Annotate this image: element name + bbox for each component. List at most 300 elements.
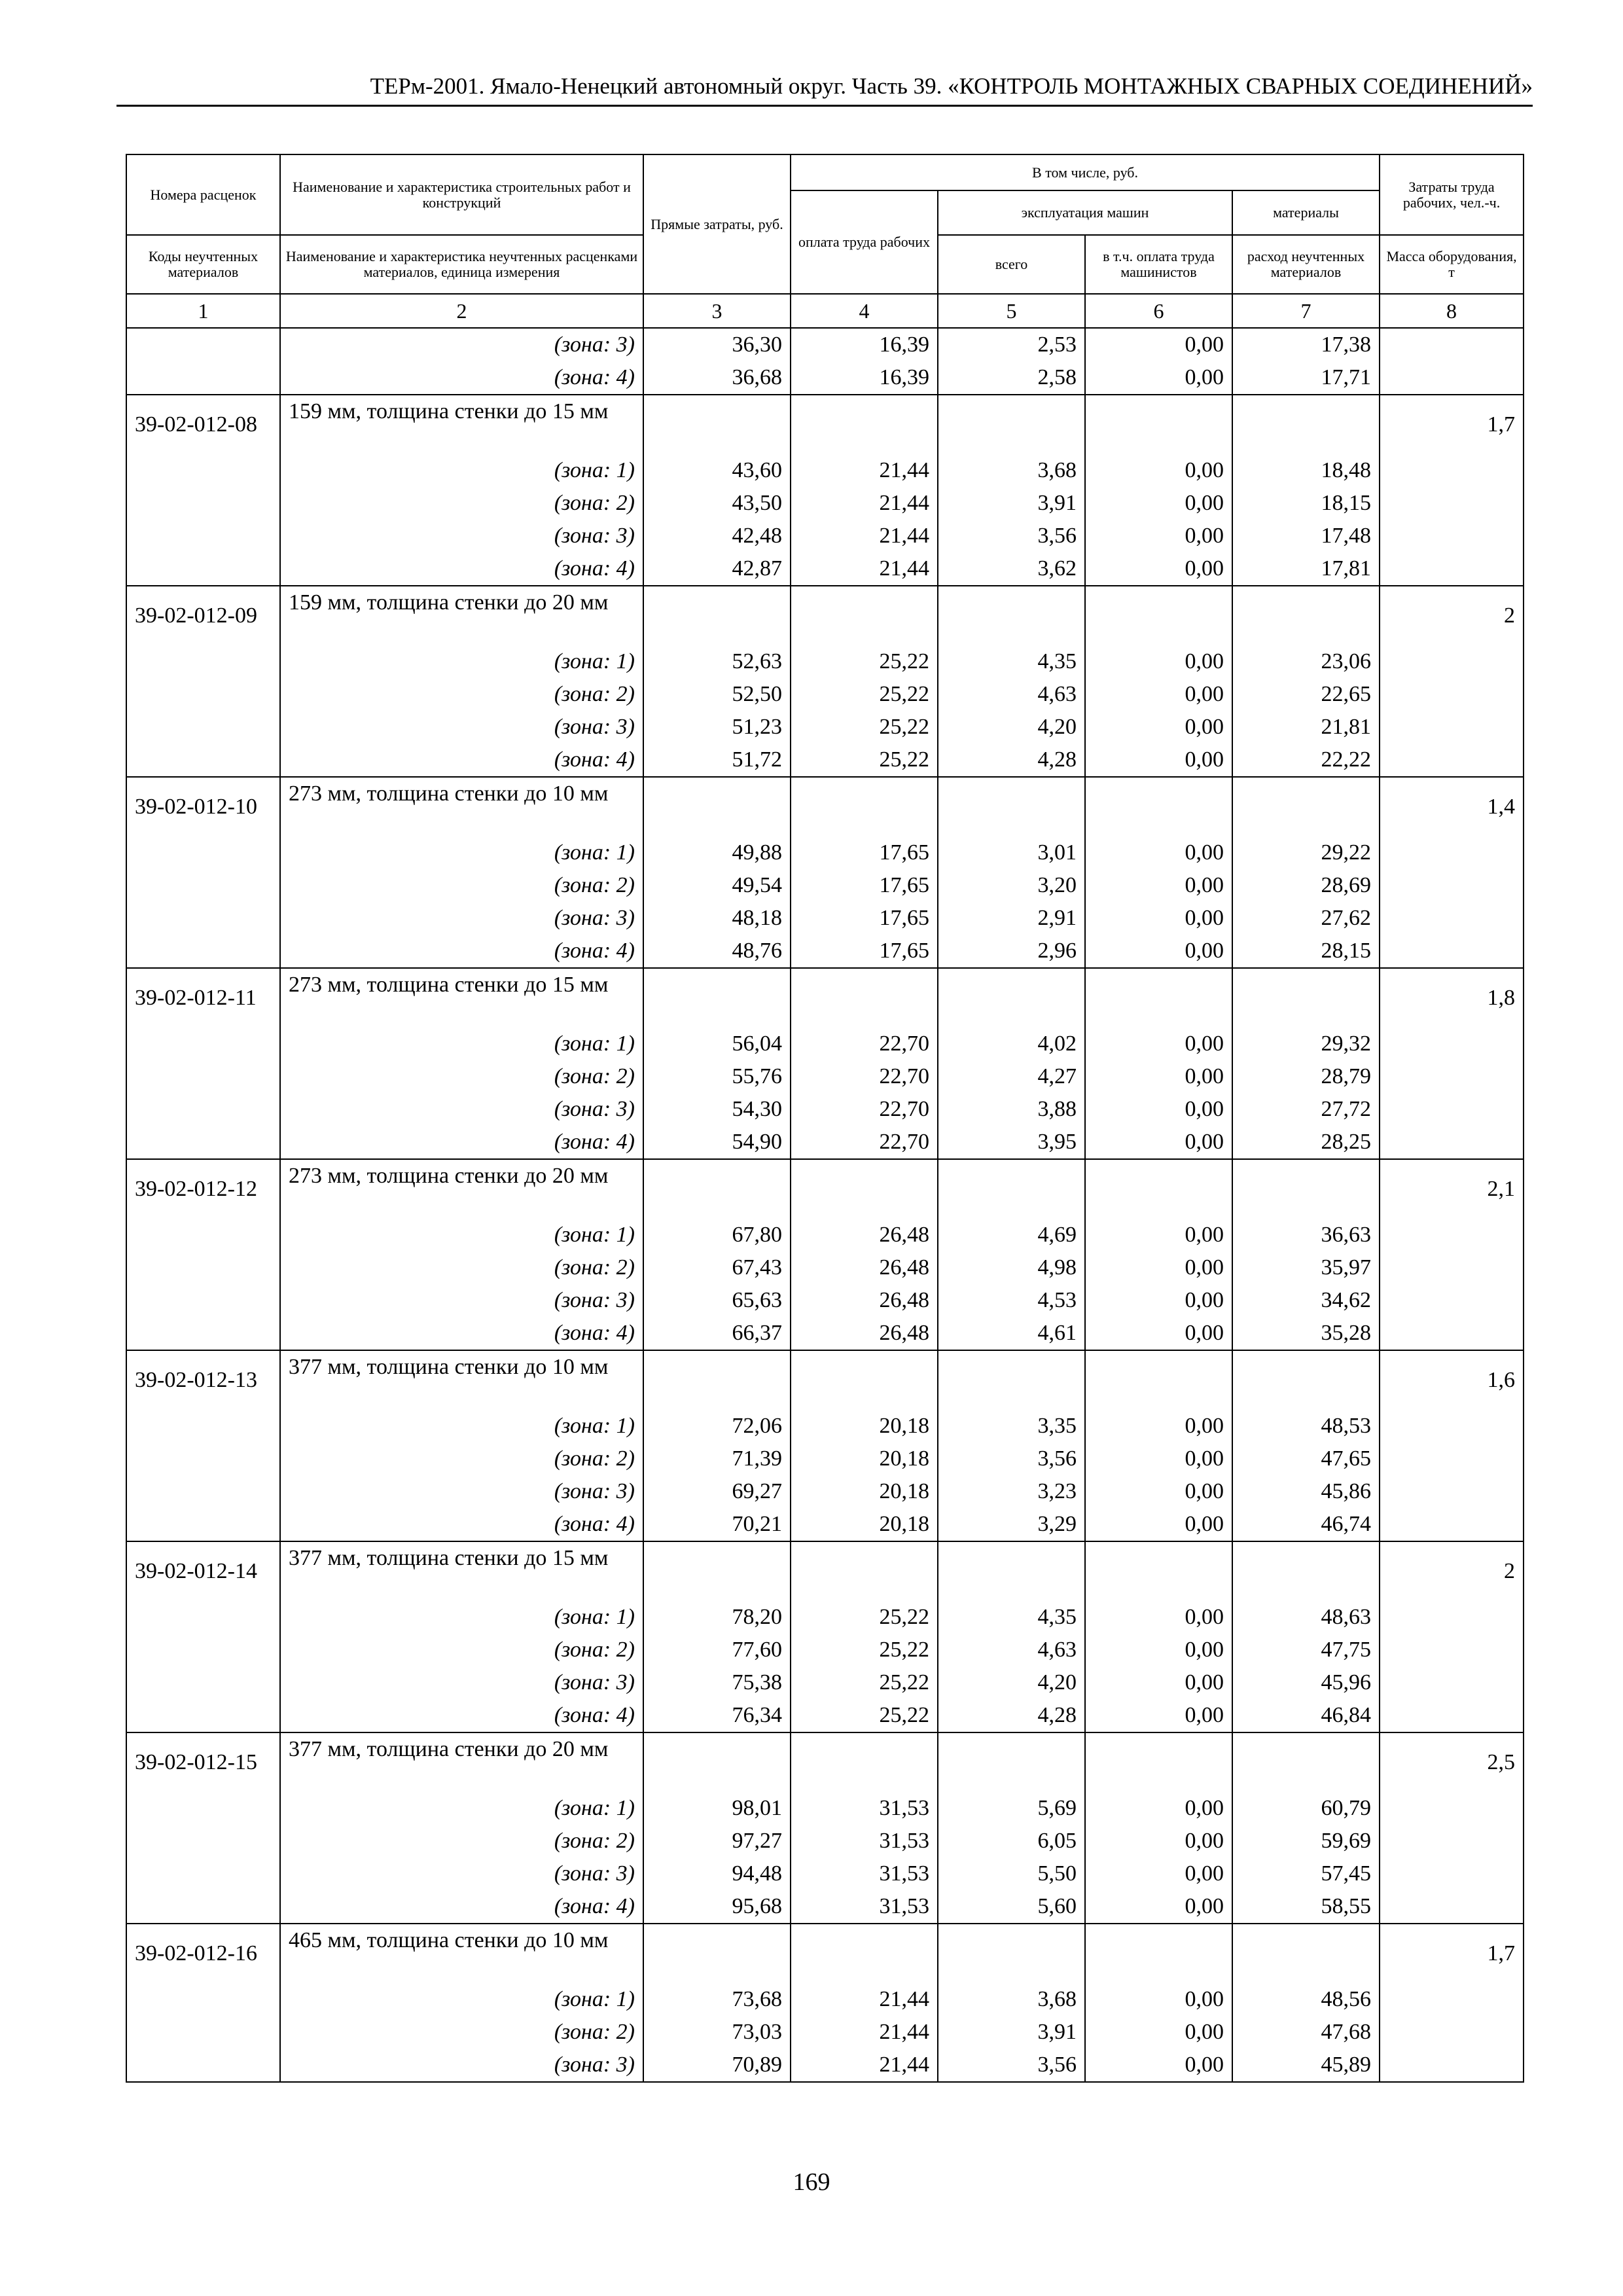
machinists-pay: 0,00 [1085,935,1232,968]
worker-pay [791,1732,938,1792]
materials: 47,75 [1232,1634,1380,1666]
rate-name: 273 мм, толщина стенки до 20 мм [280,1159,643,1219]
rate-code [126,711,280,744]
table-row [126,1284,1524,1317]
rate-title-row [126,586,1524,645]
direct-costs: 51,23 [643,711,791,744]
worker-pay: 25,22 [791,744,938,777]
direct-costs: 55,76 [643,1060,791,1093]
machinists-pay: 0,00 [1085,520,1232,552]
rate-code: 39-02-012-15 [126,1732,280,1792]
zone-label: (зона: 3) [280,711,643,744]
worker-pay: 25,22 [791,678,938,711]
rate-code [126,902,280,935]
table-row [126,2049,1524,2082]
machines-total: 4,69 [938,1219,1085,1251]
rate-name: 377 мм, толщина стенки до 15 мм [280,1541,643,1601]
direct-costs [643,1350,791,1410]
materials: 22,22 [1232,744,1380,777]
materials: 45,96 [1232,1666,1380,1699]
direct-costs [643,968,791,1028]
machines-total: 4,98 [938,1251,1085,1284]
labor-costs [1380,1857,1524,1890]
rate-title-row [126,395,1524,454]
machines-total [938,1541,1085,1601]
labor-costs [1380,1219,1524,1251]
materials [1232,1159,1380,1219]
machines-total: 4,02 [938,1028,1085,1060]
machines-total: 4,53 [938,1284,1085,1317]
materials: 47,68 [1232,2016,1380,2049]
zone-label: (зона: 1) [280,1028,643,1060]
zone-label: (зона: 1) [280,1792,643,1825]
labor-costs [1380,1792,1524,1825]
labor-costs [1380,1983,1524,2016]
machinists-pay: 0,00 [1085,1251,1232,1284]
rate-code [126,361,280,395]
rate-code [126,1983,280,2016]
machinists-pay: 0,00 [1085,744,1232,777]
rate-code: 39-02-012-10 [126,777,280,836]
machines-total: 4,20 [938,1666,1085,1699]
table-row [126,935,1524,968]
materials [1232,968,1380,1028]
col-number: 7 [1232,294,1380,328]
worker-pay: 22,70 [791,1060,938,1093]
rate-title-row [126,1924,1524,1983]
direct-costs [643,1924,791,1983]
machines-total: 3,91 [938,2016,1085,2049]
machines-total [938,586,1085,645]
table-row [126,361,1524,395]
direct-costs: 43,60 [643,454,791,487]
direct-costs [643,1541,791,1601]
head-material-consumption: расход неучтенных материалов [1232,235,1380,294]
machines-total: 3,29 [938,1508,1085,1541]
direct-costs: 36,68 [643,361,791,395]
rate-code [126,2049,280,2082]
machinists-pay [1085,968,1232,1028]
worker-pay: 21,44 [791,2016,938,2049]
direct-costs: 48,18 [643,902,791,935]
rate-code [126,678,280,711]
materials: 48,63 [1232,1601,1380,1634]
worker-pay: 26,48 [791,1284,938,1317]
materials: 17,71 [1232,361,1380,395]
table-row [126,1475,1524,1508]
table-row [126,711,1524,744]
labor-costs [1380,454,1524,487]
rate-title-row [126,1159,1524,1219]
col-number: 2 [280,294,643,328]
direct-costs: 42,87 [643,552,791,586]
worker-pay: 20,18 [791,1475,938,1508]
materials: 18,48 [1232,454,1380,487]
table-row [126,1634,1524,1666]
labor-costs [1380,1601,1524,1634]
materials [1232,777,1380,836]
labor-costs [1380,1634,1524,1666]
rate-code [126,645,280,678]
materials: 28,25 [1232,1126,1380,1159]
direct-costs [643,777,791,836]
labor-costs [1380,1508,1524,1541]
labor-costs [1380,1060,1524,1093]
worker-pay [791,1159,938,1219]
zone-label: (зона: 4) [280,1126,643,1159]
materials: 18,15 [1232,487,1380,520]
machines-total: 5,50 [938,1857,1085,1890]
machinists-pay: 0,00 [1085,1983,1232,2016]
table-row [126,1219,1524,1251]
materials: 17,81 [1232,552,1380,586]
head-rate-numbers: Номера расценок [126,154,280,235]
machines-total: 3,95 [938,1126,1085,1159]
machines-total: 2,91 [938,902,1085,935]
rate-title-row [126,1350,1524,1410]
table-row [126,1699,1524,1732]
direct-costs: 36,30 [643,328,791,361]
materials: 17,38 [1232,328,1380,361]
zone-label: (зона: 4) [280,1699,643,1732]
machinists-pay: 0,00 [1085,902,1232,935]
labor-costs: 2,5 [1380,1732,1524,1792]
zone-label: (зона: 3) [280,520,643,552]
direct-costs [643,395,791,454]
machinists-pay: 0,00 [1085,361,1232,395]
direct-costs: 65,63 [643,1284,791,1317]
zone-label: (зона: 4) [280,935,643,968]
direct-costs: 73,68 [643,1983,791,2016]
materials: 29,32 [1232,1028,1380,1060]
machines-total [938,1732,1085,1792]
machines-total [938,1924,1085,1983]
rate-code: 39-02-012-16 [126,1924,280,1983]
machinists-pay: 0,00 [1085,1317,1232,1350]
worker-pay: 17,65 [791,869,938,902]
worker-pay [791,1924,938,1983]
direct-costs: 94,48 [643,1857,791,1890]
labor-costs [1380,1410,1524,1443]
table-row [126,1028,1524,1060]
zone-label: (зона: 2) [280,678,643,711]
labor-costs [1380,902,1524,935]
machines-total: 4,61 [938,1317,1085,1350]
machinists-pay: 0,00 [1085,1699,1232,1732]
zone-label: (зона: 1) [280,1219,643,1251]
rate-code [126,1857,280,1890]
worker-pay: 17,65 [791,902,938,935]
zone-label: (зона: 1) [280,836,643,869]
machines-total: 4,63 [938,1634,1085,1666]
machinists-pay: 0,00 [1085,1825,1232,1857]
table-row [126,1666,1524,1699]
materials: 27,72 [1232,1093,1380,1126]
direct-costs: 42,48 [643,520,791,552]
machines-total: 3,56 [938,2049,1085,2082]
table-row [126,328,1524,361]
machines-total: 4,27 [938,1060,1085,1093]
zone-label: (зона: 2) [280,1634,643,1666]
zone-label: (зона: 2) [280,1825,643,1857]
materials: 28,69 [1232,869,1380,902]
rate-name: 377 мм, толщина стенки до 10 мм [280,1350,643,1410]
direct-costs: 52,63 [643,645,791,678]
machines-total: 3,56 [938,1443,1085,1475]
table-row [126,1060,1524,1093]
zone-label: (зона: 3) [280,328,643,361]
head-material-codes: Коды неучтенных материалов [126,235,280,294]
machinists-pay: 0,00 [1085,1666,1232,1699]
col-number: 1 [126,294,280,328]
head-machinists-pay: в т.ч. оплата труда машинистов [1085,235,1232,294]
labor-costs [1380,1251,1524,1284]
machinists-pay: 0,00 [1085,328,1232,361]
machines-total: 3,35 [938,1410,1085,1443]
machines-total: 4,20 [938,711,1085,744]
worker-pay: 21,44 [791,454,938,487]
direct-costs: 70,21 [643,1508,791,1541]
zone-label: (зона: 3) [280,902,643,935]
machinists-pay: 0,00 [1085,645,1232,678]
table-row [126,1443,1524,1475]
rate-name: 273 мм, толщина стенки до 15 мм [280,968,643,1028]
table-row [126,1317,1524,1350]
materials: 58,55 [1232,1890,1380,1924]
worker-pay: 17,65 [791,836,938,869]
column-numbers-row [126,294,1524,328]
worker-pay [791,777,938,836]
machinists-pay: 0,00 [1085,454,1232,487]
zone-label: (зона: 2) [280,1251,643,1284]
labor-costs [1380,1825,1524,1857]
rate-code: 39-02-012-13 [126,1350,280,1410]
zone-label: (зона: 1) [280,1410,643,1443]
rate-name: 273 мм, толщина стенки до 10 мм [280,777,643,836]
direct-costs: 56,04 [643,1028,791,1060]
worker-pay: 22,70 [791,1093,938,1126]
worker-pay: 16,39 [791,328,938,361]
page-header: ТЕРм-2001. Ямало-Ненецкий автономный округ. Часть 39. «КОНТРОЛЬ МОНТАЖНЫХ СВАРНЫХ СОЕДИНЕНИЙ» [370,73,1533,99]
materials: 23,06 [1232,645,1380,678]
worker-pay: 25,22 [791,711,938,744]
labor-costs [1380,1666,1524,1699]
worker-pay: 16,39 [791,361,938,395]
table-row [126,1126,1524,1159]
machinists-pay: 0,00 [1085,2016,1232,2049]
worker-pay [791,1541,938,1601]
rate-code [126,935,280,968]
machinists-pay: 0,00 [1085,487,1232,520]
machines-total [938,395,1085,454]
head-including: В том числе, руб. [791,154,1380,190]
worker-pay [791,1350,938,1410]
rate-code [126,1475,280,1508]
machines-total [938,1159,1085,1219]
head-material-name: Наименование и характеристика неучтенных расценками материалов, единица измерения [280,235,643,294]
table-row [126,869,1524,902]
machines-total: 3,20 [938,869,1085,902]
zone-label: (зона: 4) [280,552,643,586]
materials: 45,86 [1232,1475,1380,1508]
machines-total: 2,53 [938,328,1085,361]
machinists-pay: 0,00 [1085,1601,1232,1634]
direct-costs: 77,60 [643,1634,791,1666]
machinists-pay: 0,00 [1085,1508,1232,1541]
worker-pay: 26,48 [791,1219,938,1251]
materials: 36,63 [1232,1219,1380,1251]
materials [1232,586,1380,645]
zone-label: (зона: 1) [280,645,643,678]
machines-total [938,777,1085,836]
machines-total: 5,69 [938,1792,1085,1825]
materials: 60,79 [1232,1792,1380,1825]
table-row [126,1890,1524,1924]
labor-costs: 1,6 [1380,1350,1524,1410]
machines-total: 4,63 [938,678,1085,711]
table-row [126,645,1524,678]
machinists-pay [1085,777,1232,836]
worker-pay: 25,22 [791,645,938,678]
rate-code [126,328,280,361]
labor-costs [1380,1317,1524,1350]
table-row [126,836,1524,869]
direct-costs: 49,88 [643,836,791,869]
labor-costs [1380,836,1524,869]
machinists-pay: 0,00 [1085,1028,1232,1060]
machinists-pay: 0,00 [1085,2049,1232,2082]
page-number: 169 [793,2168,830,2196]
worker-pay: 20,18 [791,1410,938,1443]
labor-costs [1380,1475,1524,1508]
rate-code [126,1508,280,1541]
worker-pay: 22,70 [791,1028,938,1060]
machines-total: 3,01 [938,836,1085,869]
machines-total: 3,88 [938,1093,1085,1126]
zone-label: (зона: 2) [280,1443,643,1475]
table-row [126,1983,1524,2016]
worker-pay: 21,44 [791,552,938,586]
materials: 22,65 [1232,678,1380,711]
machinists-pay: 0,00 [1085,678,1232,711]
labor-costs: 2 [1380,586,1524,645]
materials: 21,81 [1232,711,1380,744]
zone-label: (зона: 1) [280,454,643,487]
materials: 27,62 [1232,902,1380,935]
materials: 29,22 [1232,836,1380,869]
rate-code [126,1634,280,1666]
rate-code: 39-02-012-09 [126,586,280,645]
machines-total: 3,68 [938,1983,1085,2016]
rate-code [126,1890,280,1924]
zone-label: (зона: 2) [280,1060,643,1093]
direct-costs: 69,27 [643,1475,791,1508]
rate-code [126,454,280,487]
machinists-pay: 0,00 [1085,869,1232,902]
rate-code [126,1317,280,1350]
zone-label: (зона: 1) [280,1601,643,1634]
materials: 59,69 [1232,1825,1380,1857]
direct-costs: 48,76 [643,935,791,968]
labor-costs [1380,520,1524,552]
labor-costs [1380,2049,1524,2082]
rate-code [126,520,280,552]
materials: 46,84 [1232,1699,1380,1732]
col-number: 3 [643,294,791,328]
direct-costs: 78,20 [643,1601,791,1634]
direct-costs: 98,01 [643,1792,791,1825]
direct-costs [643,1159,791,1219]
labor-costs: 2,1 [1380,1159,1524,1219]
labor-costs [1380,645,1524,678]
rate-title-row [126,777,1524,836]
machinists-pay [1085,1541,1232,1601]
rate-title-row [126,1541,1524,1601]
machines-total: 2,96 [938,935,1085,968]
table-row [126,678,1524,711]
rate-name: 159 мм, толщина стенки до 15 мм [280,395,643,454]
machines-total [938,1350,1085,1410]
rate-name: 377 мм, толщина стенки до 20 мм [280,1732,643,1792]
worker-pay: 26,48 [791,1317,938,1350]
rate-code [126,744,280,777]
rate-code [126,1601,280,1634]
machinists-pay [1085,586,1232,645]
labor-costs [1380,1284,1524,1317]
rate-code [126,869,280,902]
direct-costs: 97,27 [643,1825,791,1857]
materials: 17,48 [1232,520,1380,552]
head-worker-pay: оплата труда рабочих [791,190,938,294]
materials: 28,79 [1232,1060,1380,1093]
head-direct-costs: Прямые затраты, руб. [643,154,791,294]
machines-total: 4,35 [938,645,1085,678]
direct-costs: 73,03 [643,2016,791,2049]
worker-pay: 21,44 [791,1983,938,2016]
materials [1232,1350,1380,1410]
machinists-pay: 0,00 [1085,1060,1232,1093]
table-row [126,1792,1524,1825]
labor-costs [1380,1028,1524,1060]
zone-label: (зона: 3) [280,1093,643,1126]
materials: 34,62 [1232,1284,1380,1317]
col-number: 4 [791,294,938,328]
labor-costs [1380,1126,1524,1159]
worker-pay: 25,22 [791,1699,938,1732]
labor-costs [1380,2016,1524,2049]
rate-code [126,1792,280,1825]
rate-code [126,1060,280,1093]
rate-code: 39-02-012-08 [126,395,280,454]
zone-label: (зона: 2) [280,487,643,520]
machines-total: 4,28 [938,1699,1085,1732]
labor-costs [1380,744,1524,777]
head-machines-total: всего [938,235,1085,294]
table-row [126,1601,1524,1634]
direct-costs: 67,80 [643,1219,791,1251]
labor-costs [1380,1443,1524,1475]
machinists-pay: 0,00 [1085,1284,1232,1317]
worker-pay [791,586,938,645]
rate-code [126,1825,280,1857]
machines-total: 3,56 [938,520,1085,552]
table-row [126,552,1524,586]
table-head [126,154,1524,328]
worker-pay: 20,18 [791,1443,938,1475]
direct-costs: 54,90 [643,1126,791,1159]
zone-label: (зона: 3) [280,1475,643,1508]
machines-total: 3,62 [938,552,1085,586]
